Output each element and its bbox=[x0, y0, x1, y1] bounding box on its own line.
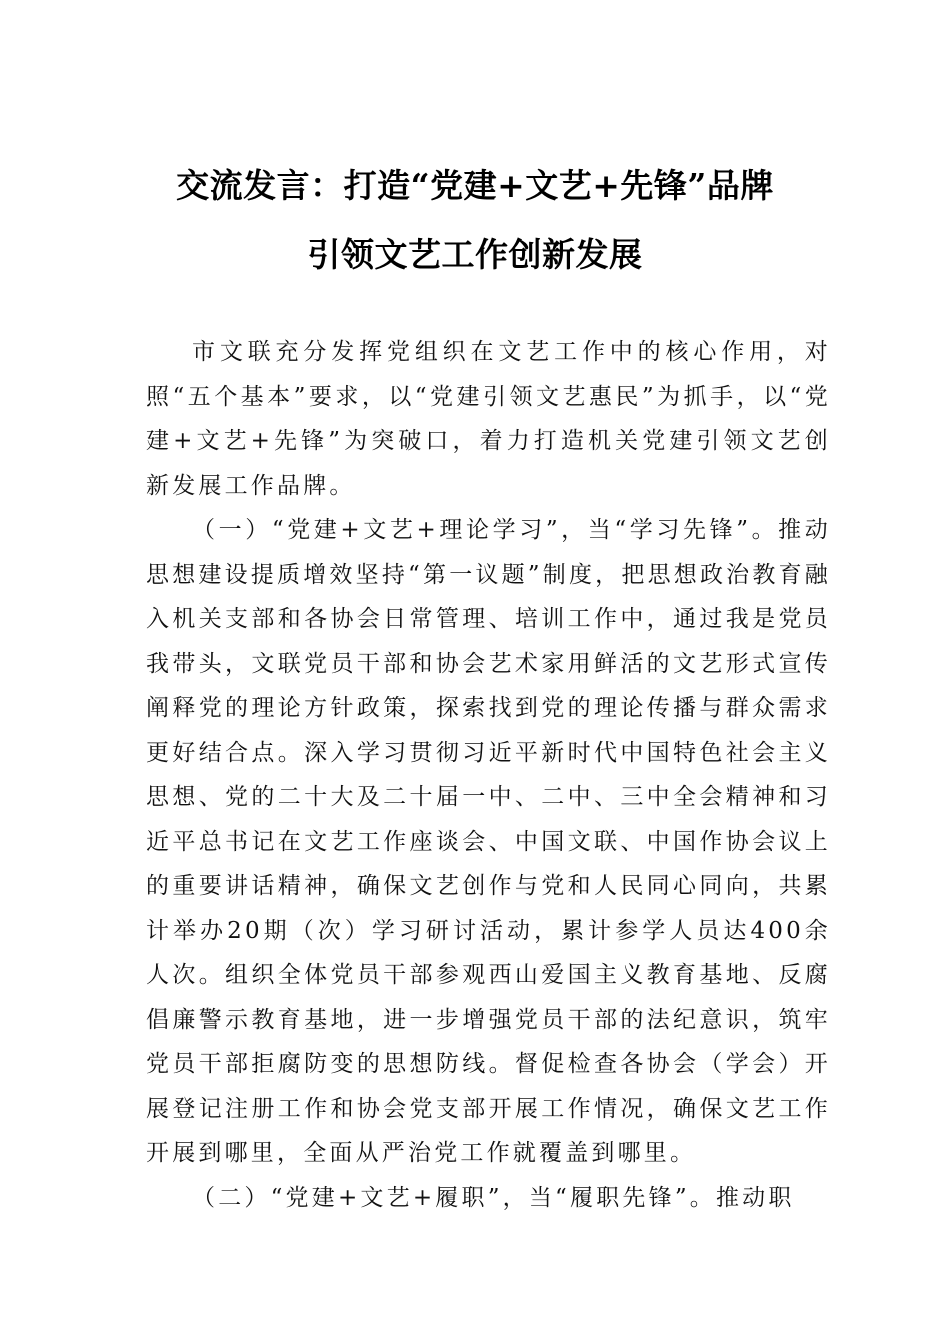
section-2-heading: （二）“党建+文艺+履职”，当“履职先锋”。 bbox=[192, 1184, 716, 1211]
document-title-line-1: 交流发言：打造“党建+文艺+先锋”品牌 bbox=[176, 166, 774, 205]
section-1-heading: （一）“党建+文艺+理论学习”，当“学习先锋”。 bbox=[192, 517, 779, 543]
document-title-line-2: 引领文艺工作创新发展 bbox=[307, 235, 643, 274]
section-1-paragraph bbox=[146, 508, 831, 1176]
document-body bbox=[146, 330, 831, 1220]
section-2-text: 推动职 bbox=[715, 1184, 795, 1211]
section-1-text: 推动思想建设提质增效坚持“第一议题”制度，把思想政治教育融入机关支部和各协会日常管理、培训工作中，通过我是党员我带头，文联党员干部和协会艺术家用鲜活的文艺形式宣传阐释党的理论方针政策，探索找到党的理论传播与群众需求更好结合点。深入学习贯彻习近平新时代中国特色社会主义思想、党的二十大及二十届一中、二中、三中全会精神和习近平总书记在文艺工作座谈会、中国文联、中国作协会议上的重要讲话精神，确保文艺创作与党和人民同心同向，共累计举办20期（次）学习研讨活动，累计参学人员达400余人次。组织全体党员干部参观西山爱国主义教育基地、反腐倡廉警示教育基地，进一步增强党员干部的法纪意识，筑牢党员干部拒腐防变的思想防线。督促检查各协会（学会）开展登记注册工作和协会党支部开展工作情况，确保文艺工作开展到哪里，全面从严治党工作就覆盖到哪里。 bbox=[146, 517, 831, 1166]
intro-paragraph bbox=[146, 330, 831, 508]
section-2-paragraph bbox=[146, 1176, 831, 1221]
intro-paragraph-text: 市文联充分发挥党组织在文艺工作中的核心作用，对照“五个基本”要求，以“党建引领文艺惠民”为抓手，以“党建+文艺+先锋”为突破口，着力打造机关党建引领文艺创新发展工作品牌。 bbox=[146, 339, 831, 499]
